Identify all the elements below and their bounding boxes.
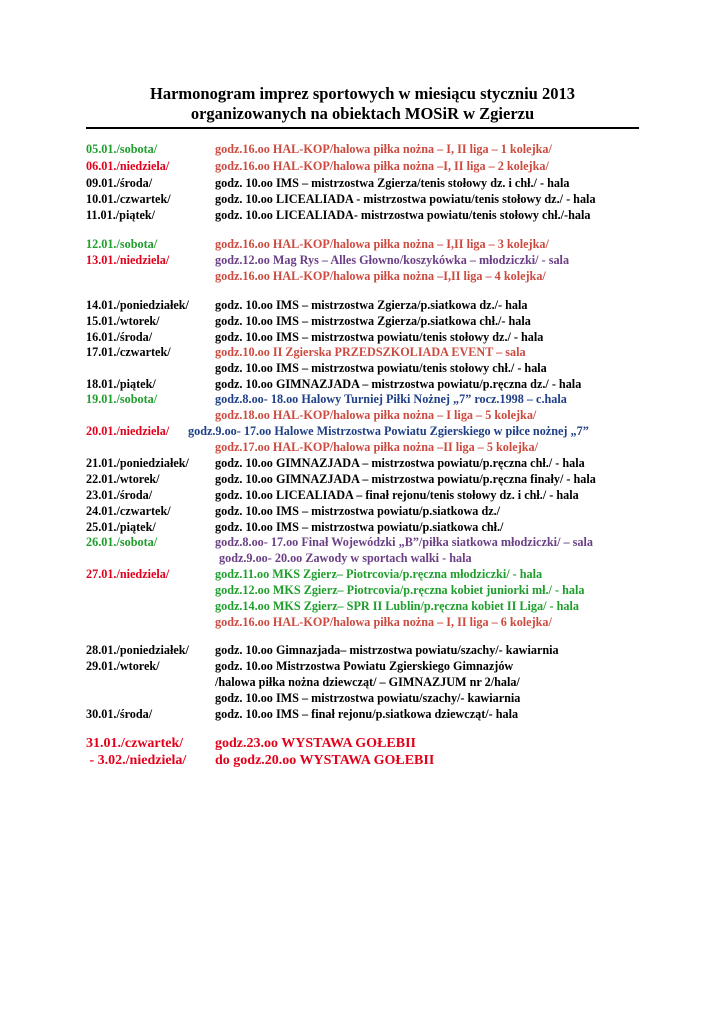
- entry-event: godz.9.oo- 17.oo Halowe Mistrzostwa Powiatu Zgierskiego w piłce nożnej „7”: [188, 424, 589, 438]
- entry-date: 30.01./środa/: [86, 707, 153, 721]
- entry-event: godz.16.oo HAL-KOP/halowa piłka nożna – I,II liga – 3 kolejka/: [215, 237, 549, 251]
- page-subtitle: organizowanych na obiektach MOSiR w Zgierzu: [190, 104, 535, 123]
- entry-event: godz.18.oo HAL-KOP/halowa piłka nożna – I liga – 5 kolejka/: [215, 408, 537, 422]
- entry-event: godz. 10.oo IMS – mistrzostwa Zgierza/p.siatkowa chł./- hala: [215, 314, 531, 328]
- entry-date: 10.01./czwartek/: [86, 192, 171, 206]
- entry-event: godz. 10.oo IMS – mistrzostwa Zgierza/tenis stołowy dz. i chł./ - hala: [215, 176, 570, 190]
- entry-event: godz. 10.oo IMS – mistrzostwa Zgierza/p.siatkowa dz./- hala: [215, 298, 528, 312]
- entry-event: godz.9.oo- 20.oo Zawody w sportach walki - hala: [219, 551, 472, 565]
- entry-event: godz. 10.oo IMS – mistrzostwa powiatu/tenis stołowy dz./ - hala: [215, 330, 544, 344]
- entry-date: 26.01./sobota/: [86, 535, 158, 549]
- entry-event: godz. 10.oo GIMNAZJADA – mistrzostwa powiatu/p.ręczna finały/ - hala: [215, 472, 596, 486]
- entry-date: 12.01./sobota/: [86, 237, 158, 251]
- entry-date: 05.01./sobota/: [86, 142, 158, 156]
- entry-date: 31.01./czwartek/: [86, 736, 184, 751]
- entry-event: godz.12.oo Mag Rys – Alles Głowno/koszykówka – młodziczki/ - sala: [215, 253, 570, 267]
- entry-date: 24.01./czwartek/: [86, 504, 171, 518]
- entry-event: godz.12.oo MKS Zgierz– Piotrcovia/p.ręczna kobiet juniorki mł./ - hala: [215, 583, 585, 597]
- entry-event: godz.16.oo HAL-KOP/halowa piłka nożna – I, II liga – 1 kolejka/: [215, 142, 552, 156]
- entry-event: godz.16.oo HAL-KOP/halowa piłka nożna –I, II liga – 2 kolejka/: [215, 159, 549, 173]
- entry-event: godz.10.oo II Zgierska PRZEDSZKOLIADA EVENT – sala: [215, 345, 526, 359]
- entry-date: 25.01./piątek/: [86, 520, 156, 534]
- entry-date: 29.01./wtorek/: [86, 659, 160, 673]
- entry-event: godz.16.oo HAL-KOP/halowa piłka nożna –I,II liga – 4 kolejka/: [215, 269, 546, 283]
- entry-event: godz. 10.oo LICEALIADA – finał rejonu/tenis stołowy dz. i chł./ - hala: [215, 488, 579, 502]
- entry-event: godz. 10.oo IMS – mistrzostwa powiatu/p.siatkowa chł./: [215, 520, 504, 534]
- title-underline: [86, 127, 639, 129]
- entry-date: 20.01./niedziela/: [86, 424, 170, 438]
- entry-date: 16.01./środa/: [86, 330, 153, 344]
- entry-event: godz.14.oo MKS Zgierz– SPR II Lublin/p.ręczna kobiet II Liga/ - hala: [215, 599, 579, 613]
- entry-event: godz. 10.oo IMS – finał rejonu/p.siatkowa dziewcząt/- hala: [215, 707, 519, 721]
- entry-date: 06.01./niedziela/: [86, 159, 170, 173]
- entry-event: godz.16.oo HAL-KOP/halowa piłka nożna – I, II liga – 6 kolejka/: [215, 615, 552, 629]
- entry-date: 13.01./niedziela/: [86, 253, 170, 267]
- entry-event: do godz.20.oo WYSTAWA GOŁEBII: [215, 753, 435, 768]
- entry-event: godz. 10.oo LICEALIADA- mistrzostwa powiatu/tenis stołowy chł./-hala: [215, 208, 591, 222]
- entry-event: godz.23.oo WYSTAWA GOŁEBII: [215, 736, 416, 751]
- entry-event: godz.8.oo- 17.oo Finał Wojewódzki „B”/piłka siatkowa młodziczki/ – sala: [215, 535, 593, 549]
- entry-event: godz. 10.oo GIMNAZJADA – mistrzostwa powiatu/p.ręczna dz./ - hala: [215, 377, 582, 391]
- entry-date: 18.01./piątek/: [86, 377, 156, 391]
- entry-event: godz.8.oo- 18.oo Halowy Turniej Piłki Nożnej „7” rocz.1998 – c.hala: [215, 392, 567, 406]
- entry-event: godz. 10.oo IMS – mistrzostwa powiatu/tenis stołowy chł./ - hala: [215, 361, 547, 375]
- entry-event: godz. 10.oo IMS – mistrzostwa powiatu/szachy/- kawiarnia: [215, 691, 521, 705]
- entry-date: 14.01./poniedziałek/: [86, 298, 189, 312]
- entry-date: 28.01./poniedziałek/: [86, 643, 189, 657]
- entry-date: 21.01./poniedziałek/: [86, 456, 189, 470]
- entry-date: 23.01./środa/: [86, 488, 153, 502]
- entry-event: /halowa piłka nożna dziewcząt/ – GIMNAZJUM nr 2/hala/: [215, 675, 520, 689]
- entry-date: 19.01./sobota/: [86, 392, 158, 406]
- entry-event: godz. 10.oo LICEALIADA - mistrzostwa powiatu/tenis stołowy dz./ - hala: [215, 192, 596, 206]
- page-title: Harmonogram imprez sportowych w miesiącu styczniu 2013: [150, 84, 575, 103]
- entry-event: godz. 10.oo Gimnazjada– mistrzostwa powiatu/szachy/- kawiarnia: [215, 643, 559, 657]
- entry-date: 15.01./wtorek/: [86, 314, 160, 328]
- entry-date: - 3.02./niedziela/: [86, 753, 187, 768]
- entry-event: godz.11.oo MKS Zgierz– Piotrcovia/p.ręczna młodziczki/ - hala: [215, 567, 543, 581]
- entry-date: 22.01./wtorek/: [86, 472, 160, 486]
- entry-event: godz. 10.oo Mistrzostwa Powiatu Zgierskiego Gimnazjów: [215, 659, 514, 673]
- entry-event: godz.17.oo HAL-KOP/halowa piłka nożna –II liga – 5 kolejka/: [215, 440, 539, 454]
- entry-date: 09.01./środa/: [86, 176, 153, 190]
- entry-date: 17.01./czwartek/: [86, 345, 171, 359]
- entry-event: godz. 10.oo IMS – mistrzostwa powiatu/p.siatkowa dz./: [215, 504, 501, 518]
- entry-date: 11.01./piątek/: [86, 208, 156, 222]
- entry-event: godz. 10.oo GIMNAZJADA – mistrzostwa powiatu/p.ręczna chł./ - hala: [215, 456, 585, 470]
- entry-date: 27.01./niedziela/: [86, 567, 170, 581]
